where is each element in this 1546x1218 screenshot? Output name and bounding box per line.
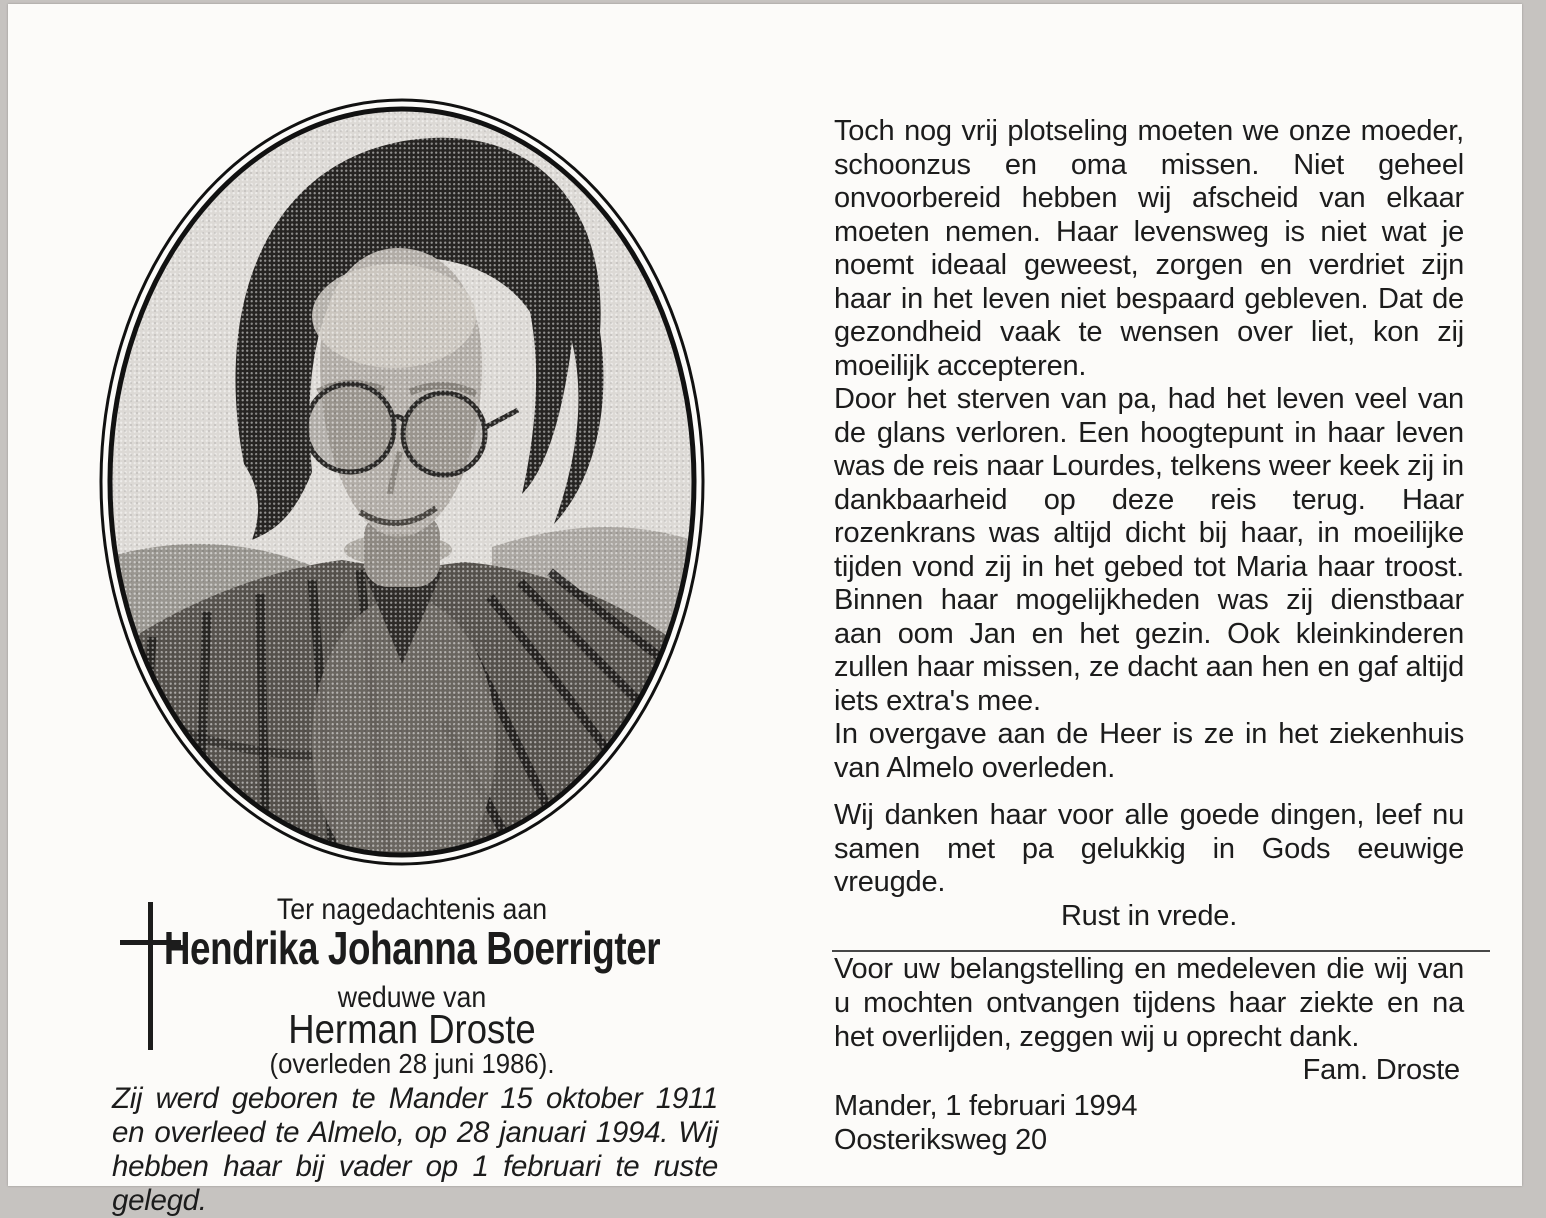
card-page <box>8 4 1522 1217</box>
family-signature: Fam. Droste <box>1302 1054 1460 1086</box>
obituary-paragraph: In overgave aan de Heer is ze in het ziekenhuis van Almelo overleden. <box>834 718 1464 784</box>
obituary-paragraph: Toch nog vrij plotseling moeten we onze moeder, schoonzus en oma missen. Niet geheel onvoorbereid hebben wij afscheid van elkaar moeten nemen. Haar levensweg is niet wat je noemt ideaal geweest, zorgen en verdriet zijn haar in het leven niet bespaard gebleven. Dat de gezondheid vaak te wensen over liet, kon zij moeilijk accepteren. <box>834 115 1464 382</box>
address-line: Oosteriksweg 20 <box>834 1123 1047 1156</box>
portrait-halftone-art <box>92 92 712 872</box>
deceased-name: Hendrika Johanna Boerrigter <box>163 922 661 974</box>
life-summary: Zij werd geboren te Mander 15 oktober 1911 en overleed te Almelo, op 28 januari 1994. Wij hebben haar bij vader op 1 februari te ruste gelegd. <box>112 1082 718 1217</box>
rest-in-peace-line: Rust in vrede. <box>1060 899 1238 932</box>
thanks-paragraph: Voor uw belangstelling en medeleven die wij van u mochten ontvangen tijdens haar ziekte en na het overlijden, zeggen wij u oprecht dank. <box>834 953 1464 1053</box>
memorial-intro: Ter nagedachtenis aan <box>276 893 548 926</box>
obituary-paragraph: Wij danken haar voor alle goede dingen, leef nu samen met pa gelukkig in Gods eeuwige vreugde. <box>834 799 1464 898</box>
relation-label: weduwe van <box>337 981 487 1014</box>
obituary-paragraph: Door het sterven van pa, had het leven veel van de glans verloren. Een hoogtepunt in haar leven was de reis naar Lourdes, telkens weer keek zij in dankbaarheid op deze reis terug. Haar rozenkrans was altijd dicht bij haar, in moeilijke tijden vond zij in het gebed tot Maria haar troost. Binnen haar mogelijkheden was zij dienstbaar aan oom Jan en het gezin. Ook kleinkinderen zullen haar missen, ze dacht aan hen en gaf altijd iets extra's mee. <box>834 383 1464 717</box>
obituary-column <box>834 115 1464 1157</box>
portrait-oval-image <box>92 92 712 872</box>
portrait-photo <box>92 92 712 872</box>
spouse-name: Herman Droste <box>288 1006 536 1052</box>
spouse-death-note: (overleden 28 juni 1986). <box>269 1048 555 1079</box>
place-and-date: Mander, 1 februari 1994 <box>834 1089 1138 1122</box>
